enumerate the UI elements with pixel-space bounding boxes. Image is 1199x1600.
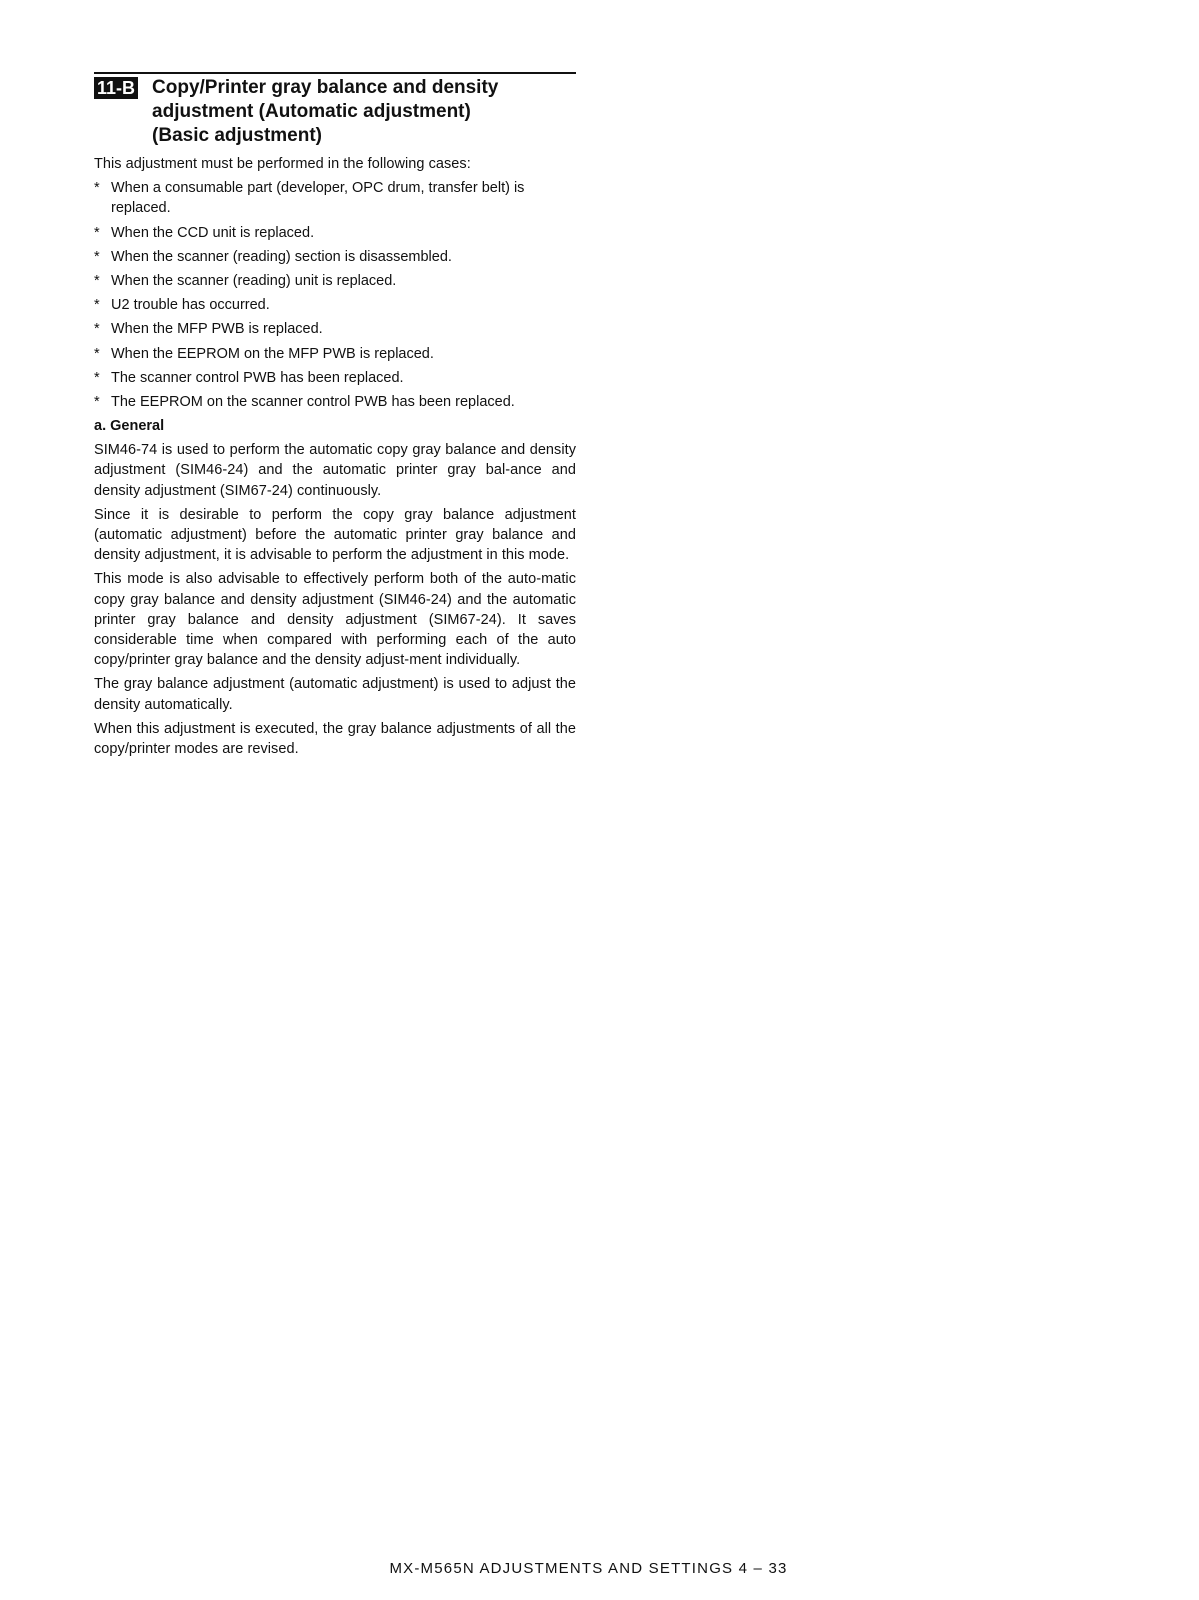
body-paragraph: The gray balance adjustment (automatic adjustment) is used to adjust the density automatically. (94, 676, 576, 713)
bullet-star: * (94, 369, 100, 386)
footer-text: MX-M565N ADJUSTMENTS AND SETTINGS 4 – 33 (389, 1560, 788, 1577)
section-number-badge: 11-B (94, 77, 138, 99)
page-footer (0, 1560, 1199, 1577)
list-item: * When the scanner (reading) unit is replaced. (94, 271, 576, 291)
list-item: * When the EEPROM on the MFP PWB is replaced. (94, 344, 576, 364)
bullet-star: * (94, 297, 100, 314)
section-title (152, 76, 498, 148)
list-item: * When the CCD unit is replaced. (94, 223, 576, 243)
list-item: * When the scanner (reading) section is disassembled. (94, 247, 576, 267)
bullet-star: * (94, 321, 100, 338)
intro-text: This adjustment must be performed in the following cases: (94, 156, 471, 172)
list-item: * When a consumable part (developer, OPC drum, transfer belt) is replaced. (94, 180, 525, 217)
bullet-star: * (94, 273, 100, 290)
bullet-star: * (94, 224, 100, 241)
section-heading (94, 72, 576, 148)
list-item: * When the MFP PWB is replaced. (94, 319, 576, 339)
cases-list (94, 178, 576, 412)
body-paragraph: When this adjustment is executed, the gray balance adjustments of all the copy/printer modes are revised. (94, 720, 576, 758)
bullet-star: * (94, 394, 100, 411)
list-item: * The scanner control PWB has been replaced. (94, 368, 576, 388)
body-paragraph: Since it is desirable to perform the copy gray balance adjustment (automatic adjustment) before the automatic printer gray balance and density adjustment, it is advisable to perform the adjustment in this mode. (94, 506, 576, 564)
section-title-line: adjustment (Automatic adjustment) (152, 101, 471, 122)
bullet-star: * (94, 248, 100, 265)
body-paragraph: SIM46-74 is used to perform the automatic copy gray balance and density adjustment (SIM46-24) and the automatic printer gray bal-ance and density adjustment (SIM67-24) continuously. (94, 442, 576, 499)
list-item: * The EEPROM on the scanner control PWB has been replaced. (94, 392, 576, 412)
main-column (94, 72, 576, 763)
bullet-star: * (94, 345, 100, 362)
body-paragraph: This mode is also advisable to effectively perform both of the auto-matic copy gray balance and density adjustment (SIM46-24) and the automatic printer gray balance and density adjustment (SIM67-24). It saves considerable time when compared with performing each of the auto copy/printer gray balance and the density adjust-ment individually. (94, 571, 576, 669)
subsection-heading: a. General (94, 418, 165, 435)
list-item: * U2 trouble has occurred. (94, 295, 576, 315)
section-title-line: Copy/Printer gray balance and density (152, 77, 499, 98)
section-title-line: (Basic adjustment) (152, 125, 323, 146)
bullet-star: * (94, 180, 100, 197)
